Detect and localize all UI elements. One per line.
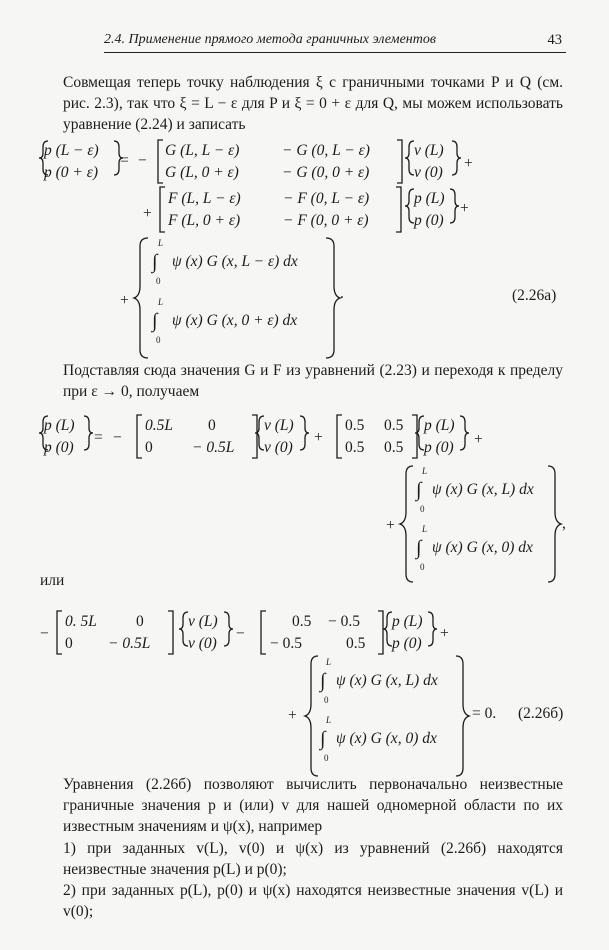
eq-l-v1: v (L) [264,417,294,434]
eq-a-lhs-1: p (L − ε) [44,142,99,159]
eq-b-minus-2: − [236,625,245,642]
eq-a-f21: F (L, 0 + ε) [168,212,241,229]
eq-a-int1-lower: 0 [156,276,161,286]
eq-a-equals: = [120,152,129,169]
eq-a-v1: v (L) [414,142,444,159]
eq-a-int-1: ψ (x) G (x, L − ε) dx [172,253,298,270]
eq-l-minus: − [113,429,122,446]
page-number: 43 [547,32,562,48]
equation-2-26b [40,611,563,776]
eq-b-m11: 0. 5L [65,613,97,630]
eq-l-m22: − 0.5L [192,439,235,456]
eq-l-lhs-1: p (L) [44,417,75,434]
eq-a-g21: G (L, 0 + ε) [165,164,239,181]
eq-b-int1-upper: L [326,657,332,667]
eq-b-int-2: ψ (x) G (x, 0) dx [336,730,437,747]
equation-2-26a [39,140,556,358]
eq-l-v2: v (0) [264,439,293,456]
paragraph-2: Подставляя сюда значения G и F из уравнений (2.23) и переходя к пределу при ε → 0, получаем [63,362,563,400]
eq-l-equals: = [94,429,103,446]
paragraph-3: Уравнения (2.26б) позволяют вычислить первоначально неизвестные граничные значения p и (или) v для нашей одномерной области по их известным значениям и ψ(x), например [63,776,563,835]
eq-b-p1: p (L) [392,613,423,630]
eq-l-m21: 0 [145,439,153,456]
eq-b-p2: p (0) [392,635,422,652]
eq-b-n22: 0.5 [346,635,366,652]
eq-b-m22: − 0.5L [108,635,151,652]
eq-l-n12: 0.5 [384,417,404,434]
header-title: 2.4. Применение прямого метода граничных элементов [104,32,436,47]
paragraph-1: Совмещая теперь точку наблюдения ξ с граничными точками P и Q (см. рис. 2.3), так что ξ = L − ε для P и ξ = 0 + ε для Q, мы можем использовать уравнение (2.24) и записать [63,74,563,133]
eq-b-v2: v (0) [188,635,217,652]
eq-l-int-1: ψ (x) G (x, L) dx [432,481,534,498]
eq-l-m12: 0 [208,417,216,434]
eq-l-p1: p (L) [424,417,455,434]
eq-l-m11: 0.5L [145,417,173,434]
equation-limit [39,415,566,582]
eq-b-plus-1: + [440,625,449,642]
eq-b-n21: − 0.5 [270,635,302,652]
eq-l-p2: p (0) [424,439,454,456]
eq-b-int2-upper: L [326,715,332,725]
eq-l-plus-3: + [386,517,395,534]
eq-a-g12: − G (0, L − ε) [282,142,370,159]
eq-b-m21: 0 [65,635,73,652]
eq-a-int2-sign: ∫ [152,310,158,332]
eq-a-p2: p (0) [414,212,444,229]
eq-b-int2-lower: 0 [324,753,329,763]
eq-a-minus: − [138,152,147,169]
eq-l-comma: , [562,515,566,532]
eq-b-int1-lower: 0 [324,695,329,705]
eq-a-g11: G (L, L − ε) [165,142,240,159]
eq-a-f11: F (L, L − ε) [168,190,241,207]
eq-l-plus-2: + [474,431,483,448]
eq-a-plus-3: + [460,200,469,217]
eq-a-int2-lower: 0 [156,335,161,345]
eq-a-plus-2: + [143,205,152,222]
eq-b-v1: v (L) [188,613,218,630]
eq-l-n22: 0.5 [384,439,404,456]
eq-b-plus-2: + [288,707,297,724]
word-ili: или [40,572,65,589]
eq-a-f22: − F (0, 0 + ε) [283,212,369,229]
eq-l-plus-1: + [314,429,323,446]
list-item-1: 1) при заданных v(L), v(0) и ψ(x) из уравнений (2.26б) находятся неизвестные значения p(L) и p(0); [63,840,563,878]
eq-b-n12: − 0.5 [328,613,360,630]
eq-l-int-2: ψ (x) G (x, 0) dx [432,539,533,556]
eq-a-plus-4: + [120,292,129,309]
eq-l-int1-sign: ∫ [416,479,422,501]
eq-b-label: (2.26б) [518,705,564,722]
eq-b-minus-1: − [40,625,49,642]
eq-l-n11: 0.5 [345,417,365,434]
eq-b-int2-sign: ∫ [320,728,326,750]
eq-b-rhs: = 0. [472,705,497,722]
eq-a-int2-upper: L [158,297,164,307]
eq-a-v2: v (0) [414,164,443,181]
eq-l-int2-lower: 0 [420,562,425,572]
eq-a-int1-sign: ∫ [152,251,158,273]
eq-b-int1-sign: ∫ [320,670,326,692]
eq-a-int1-upper: L [158,238,164,248]
eq-a-p1: p (L) [414,190,445,207]
eq-b-int-1: ψ (x) G (x, L) dx [336,672,438,689]
eq-b-n11: 0.5 [292,613,312,630]
eq-a-dot: . [340,285,344,302]
eq-l-int1-lower: 0 [420,504,425,514]
list-item-2: 2) при заданных p(L), p(0) и ψ(x) находятся неизвестные значения v(L) и v(0); [63,882,563,920]
eq-a-int-2: ψ (x) G (x, 0 + ε) dx [172,312,298,329]
eq-a-g22: − G (0, 0 + ε) [282,164,370,181]
eq-l-int2-sign: ∫ [416,537,422,559]
eq-a-lhs-2: p (0 + ε) [44,164,99,181]
eq-a-f12: − F (0, L − ε) [283,190,370,207]
eq-l-int2-upper: L [422,524,428,534]
eq-a-label: (2.26a) [512,287,557,304]
eq-a-plus-1: + [464,155,473,172]
eq-l-int1-upper: L [422,466,428,476]
eq-l-n21: 0.5 [345,439,365,456]
eq-l-lhs-2: p (0) [44,439,74,456]
eq-b-m12: 0 [136,613,144,630]
